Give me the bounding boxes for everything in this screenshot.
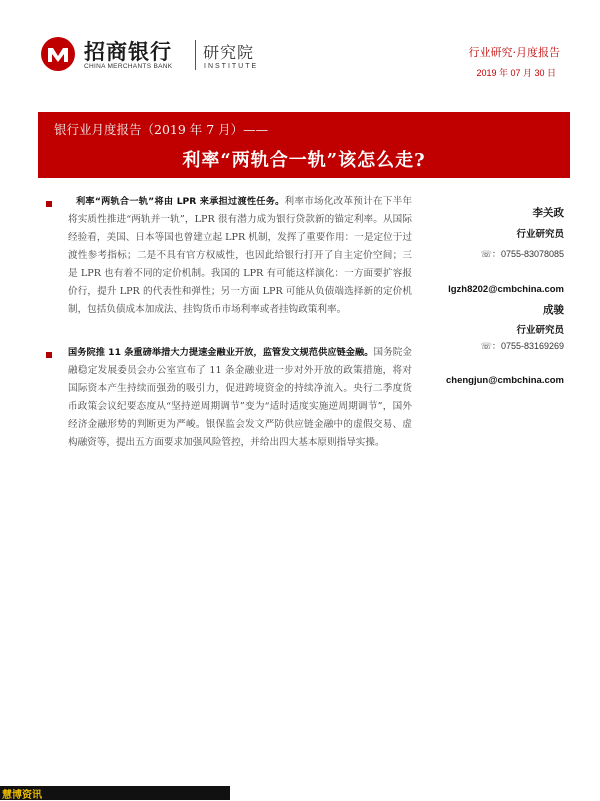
- summary-paragraph-1: [68, 193, 412, 319]
- analyst-phone-2: [481, 339, 564, 352]
- bullet-marker: [46, 352, 52, 358]
- bullet-marker: [46, 201, 52, 207]
- report-type: 行业研究·月度报告: [468, 46, 560, 59]
- analyst-name-2: 成骏: [543, 304, 564, 316]
- phone-icon: ☏：: [480, 249, 501, 259]
- summary-heading-1: 利率“两轨合一轨”将由 LPR 来承担过渡性任务。: [76, 196, 285, 207]
- title-banner: [38, 112, 570, 178]
- analyst-role-1: 行业研究员: [516, 229, 564, 240]
- analyst-email-1[interactable]: lgzh8202@cmbchina.com: [448, 284, 564, 295]
- summary-heading-2: 国务院推 11 条重磅举措大力提速金融业开放，监管发文规范供应链金融。: [68, 347, 374, 358]
- logo-name-cn: 招商银行: [84, 40, 172, 64]
- summary-body-2: 国务院金融稳定发展委员会办公室宣布了 11 条金融业进一步对外开放的政策措施，将对国际资本产生持续而强劲的吸引力，促进跨境资金的持续净流入。央行二季度货币政策会议纪要态度从“坚持逆周期调节”变为“适时适度实施逆周期调节”，国外经济金融形势的判断更为严峻。银保监会发文严防供应链金融中的虚假交易、虚构融资等，提出五方面要求加强风险管控，并给出四大基本原则指导实操。: [68, 347, 412, 448]
- report-title: 利率“两轨合一轨”该怎么走?: [182, 150, 426, 171]
- analyst-phone-1: [481, 247, 564, 260]
- logo-name-en: CHINA MERCHANTS BANK: [84, 63, 173, 70]
- summary-body-1: 利率市场化改革预计在下半年将实质性推进“两轨并一轨”，LPR 很有潜力成为银行贷款新的锚定利率。从国际经验看，美国、日本等国也曾建立起 LPR 机制，发挥了重要作用：一是定位于过渡性参考指标；二是不具有官方权威性，也因此给银行打开了自主定价空间；三是 LPR 也有着不同的定价机制。我国的 LPR 有可能这样演化：一方面要扩容报价行，提升 LPR 的代表性和弹性；另一方面 LPR 可能从负债端选择新的定价机制，包括负债成本加成法、挂钩货币市场利率或者挂钩政策利率。: [68, 196, 413, 315]
- summary-paragraph-2: [68, 344, 412, 452]
- analyst-role-2: 行业研究员: [516, 325, 564, 336]
- institute-name-en: INSTITUTE: [204, 63, 259, 70]
- footer-watermark: 慧博资讯: [2, 790, 42, 801]
- analyst-phone-number-1: 0755-83078085: [500, 249, 564, 259]
- institute-name-cn: 研究院: [203, 43, 255, 62]
- phone-icon: ☏：: [480, 341, 501, 351]
- report-date: 2019 年 07 月 30 日: [476, 68, 556, 78]
- cmb-logo-icon: [40, 36, 76, 72]
- analyst-phone-number-2: 0755-83169269: [500, 341, 564, 351]
- logo-divider: [195, 40, 196, 70]
- analyst-email-2[interactable]: chengjun@cmbchina.com: [445, 375, 564, 386]
- report-subtitle: 银行业月度报告（2019 年 7 月）——: [54, 122, 269, 137]
- analyst-name-1: 李关政: [532, 207, 564, 219]
